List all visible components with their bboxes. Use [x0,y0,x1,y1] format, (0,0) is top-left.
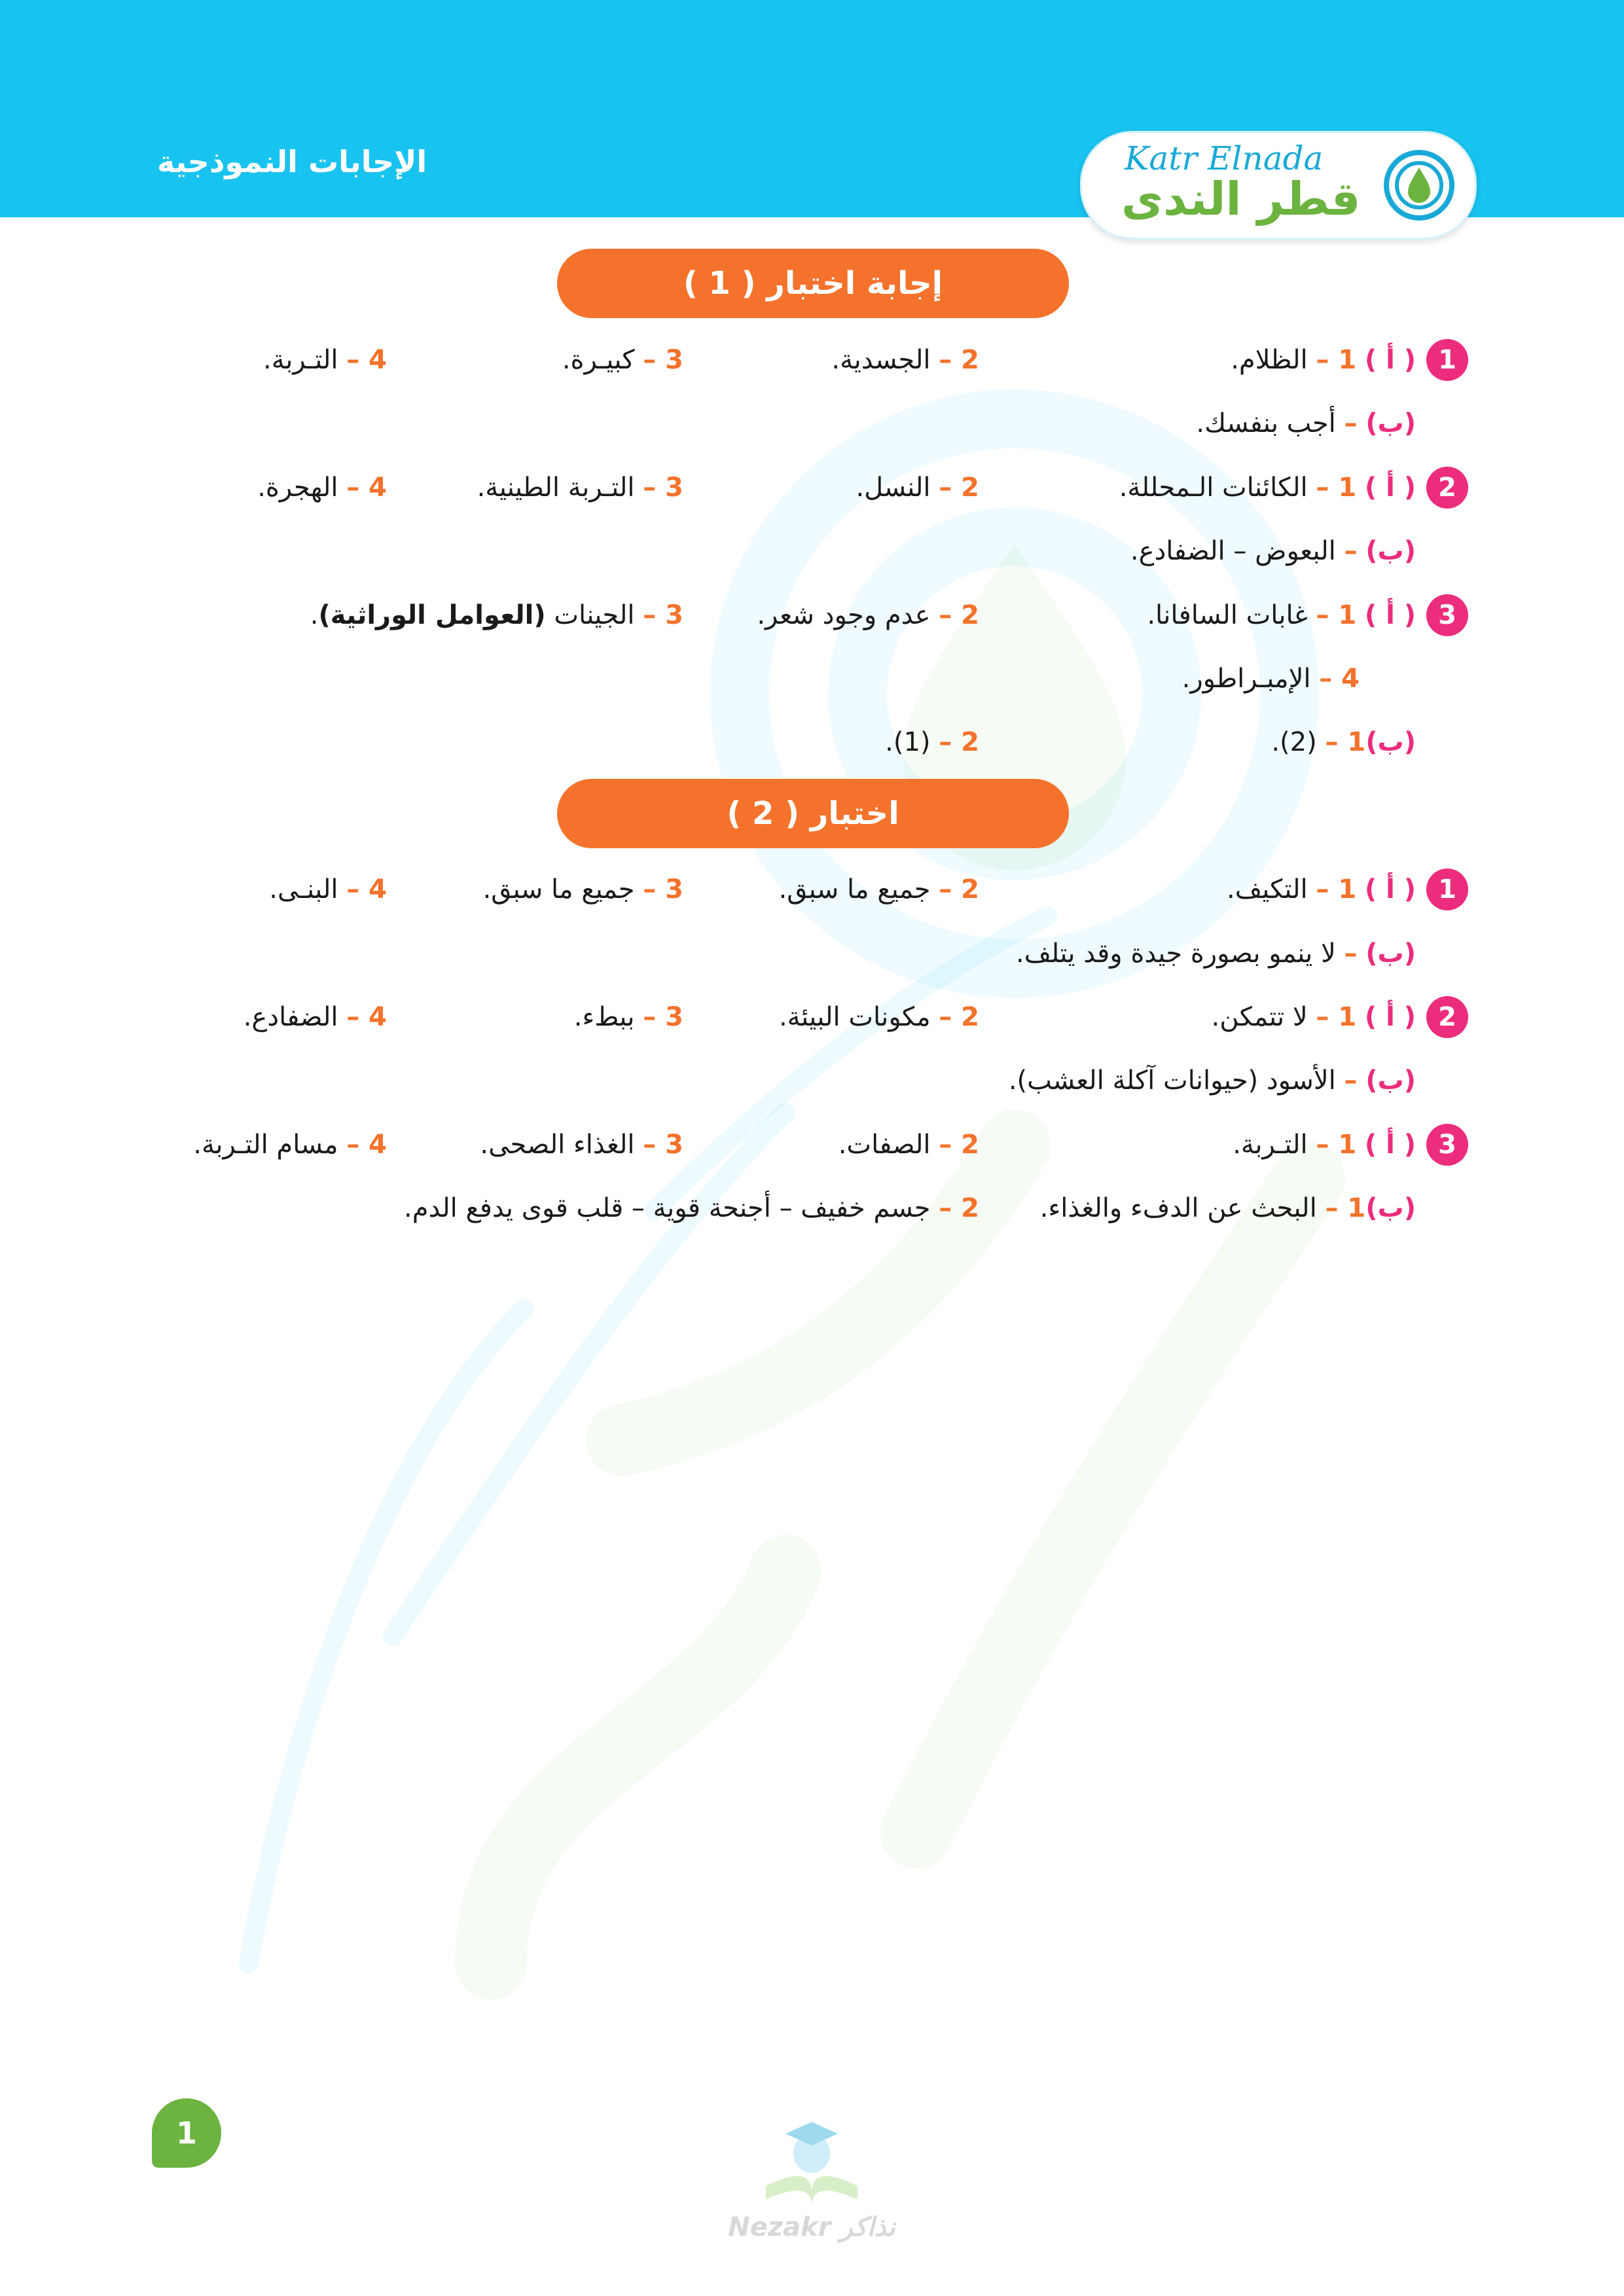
answer-text: أجب بنفسك. [1196,408,1336,439]
answer-row [0,716,1624,768]
item-number: 3 – [643,1002,683,1032]
answer-text: الغذاء الصحى. [480,1130,635,1160]
footer-brand-arabic: نذاكر [840,2212,895,2242]
part-label: ( أ ) [1364,600,1416,630]
question-number-badge: 3 [1426,594,1468,636]
logo-latin-text: Katr Elnada [1125,139,1324,177]
answer-row [0,525,1624,577]
item-number: 1 – [1325,1193,1366,1223]
part-label: (ب) [1365,1193,1416,1223]
part-label: (ب) [1365,1066,1416,1096]
answer-text: الأسود (حيوانات آكلة العشب). [1008,1066,1336,1096]
answer-text: مسام التـربة. [193,1130,338,1160]
item-number: 2 – [939,1130,979,1160]
answer-text: الجينات [554,600,635,630]
item-number: 1 – [1316,1002,1357,1032]
answer-text: جميع ما سبق. [482,874,635,905]
part-label: ( أ ) [1364,473,1416,503]
answer-text: التـربة. [263,345,338,375]
answer-text: جسم خفيف – أجنحة قوية – قلب قوى يدفع الدم. [404,1193,931,1223]
answer-row [0,1182,1624,1234]
answer-text: الجسدية. [831,345,931,375]
footer-brand-logo [713,2108,910,2251]
brand-logo [1080,131,1477,240]
answer-text: لا ينمو بصورة جيدة وقد يتلف. [1015,939,1336,969]
answer-text: (2). [1271,727,1317,757]
answer-text: لا تتمكن. [1211,1002,1308,1032]
item-number: 2 – [939,345,979,375]
item-number: 4 – [346,1130,387,1160]
item-number: – [1344,939,1358,969]
item-number: 3 – [643,345,683,375]
water-drop-icon [1383,149,1455,221]
answer-text: التـربة. [1233,1130,1308,1160]
item-number: – [1344,1066,1358,1096]
item-number: 3 – [643,1130,683,1160]
item-number: 2 – [939,473,979,503]
item-number: 3 – [643,874,683,905]
answer-text: (1). [885,727,931,757]
part-label: (ب) [1365,939,1416,969]
answer-row [0,461,1624,514]
item-number: 2 – [939,600,979,630]
answer-text: البعوض – الضفادع. [1130,536,1336,566]
answer-row [0,653,1624,705]
answer-row [0,863,1624,916]
answer-text: الظلام. [1231,345,1308,375]
answer-text: التكيف. [1227,874,1308,905]
question-number-badge: 1 [1426,339,1468,381]
answer-row [0,1054,1624,1107]
part-label: ( أ ) [1364,1130,1416,1160]
answer-text: الكائنات الـمحللة. [1119,473,1308,503]
answer-text: مكونات البيئة. [778,1002,931,1032]
answer-text: عدم وجود شعر. [757,600,931,630]
item-number: 1 – [1325,727,1366,757]
answer-text: جميع ما سبق. [778,874,931,905]
item-number: 1 – [1316,600,1357,630]
item-number: 2 – [939,1002,979,1032]
item-number: – [1344,536,1358,566]
part-label: (ب) [1365,408,1416,439]
item-number: 1 – [1316,874,1357,905]
answer-row [0,589,1624,641]
answer-text-emphasis: (العوامل الوراثية) [318,600,546,630]
answer-text: غابات السافانا. [1147,600,1308,630]
item-number: 1 – [1316,1130,1357,1160]
item-number: 4 – [346,874,387,905]
answer-row [0,991,1624,1043]
answer-text: الإمبـراطور. [1182,664,1311,694]
answer-row [0,1119,1624,1171]
answer-row [0,397,1624,450]
answer-text: الهجرة. [257,473,338,503]
answer-text: التـربة الطينية. [477,473,635,503]
answer-text: البنـى. [269,874,338,905]
item-number: 3 – [643,600,683,630]
answer-text: كبيـرة. [562,345,635,375]
question-number-badge: 2 [1426,996,1468,1038]
page-title: الإجابات النموذجية [157,144,427,179]
header-bar [0,0,1624,226]
item-number: 4 – [346,1002,387,1032]
question-number-badge: 2 [1426,467,1468,509]
part-label: ( أ ) [1364,345,1416,375]
answer-text-end: . [310,600,319,630]
item-number: 4 – [346,473,387,503]
question-number-badge: 3 [1426,1124,1468,1166]
answer-text: الضفادع. [243,1002,338,1032]
part-label: ( أ ) [1364,874,1416,905]
logo-arabic-text: قطر الندى [1121,172,1361,226]
item-number: 2 – [939,727,979,757]
page-number-badge: 1 [152,2098,221,2168]
section-title-exam-2: اختبار ( 2 ) [557,779,1069,848]
part-label: (ب) [1365,727,1416,757]
question-number-badge: 1 [1426,869,1468,910]
item-number: 3 – [643,473,683,503]
item-number: 1 – [1316,473,1357,503]
answer-row [0,927,1624,980]
graduate-book-icon [713,2108,910,2212]
footer-brand-latin: Nezakr [728,2212,831,2242]
item-number: 2 – [939,874,979,905]
answer-text: البحث عن الدفء والغذاء. [1039,1193,1317,1223]
item-number: 1 – [1316,345,1357,375]
item-number: 2 – [939,1193,979,1223]
answer-text: ببطء. [573,1002,635,1032]
item-number: – [1344,408,1358,439]
answer-text: النسل. [856,473,931,503]
item-number: 4 – [1319,664,1360,694]
part-label: (ب) [1365,536,1416,566]
item-number: 4 – [346,345,387,375]
answer-row [0,334,1624,386]
answer-text: الصفات. [838,1130,931,1160]
section-title-exam-1: إجابة اختبار ( 1 ) [557,249,1069,318]
part-label: ( أ ) [1364,1002,1416,1032]
